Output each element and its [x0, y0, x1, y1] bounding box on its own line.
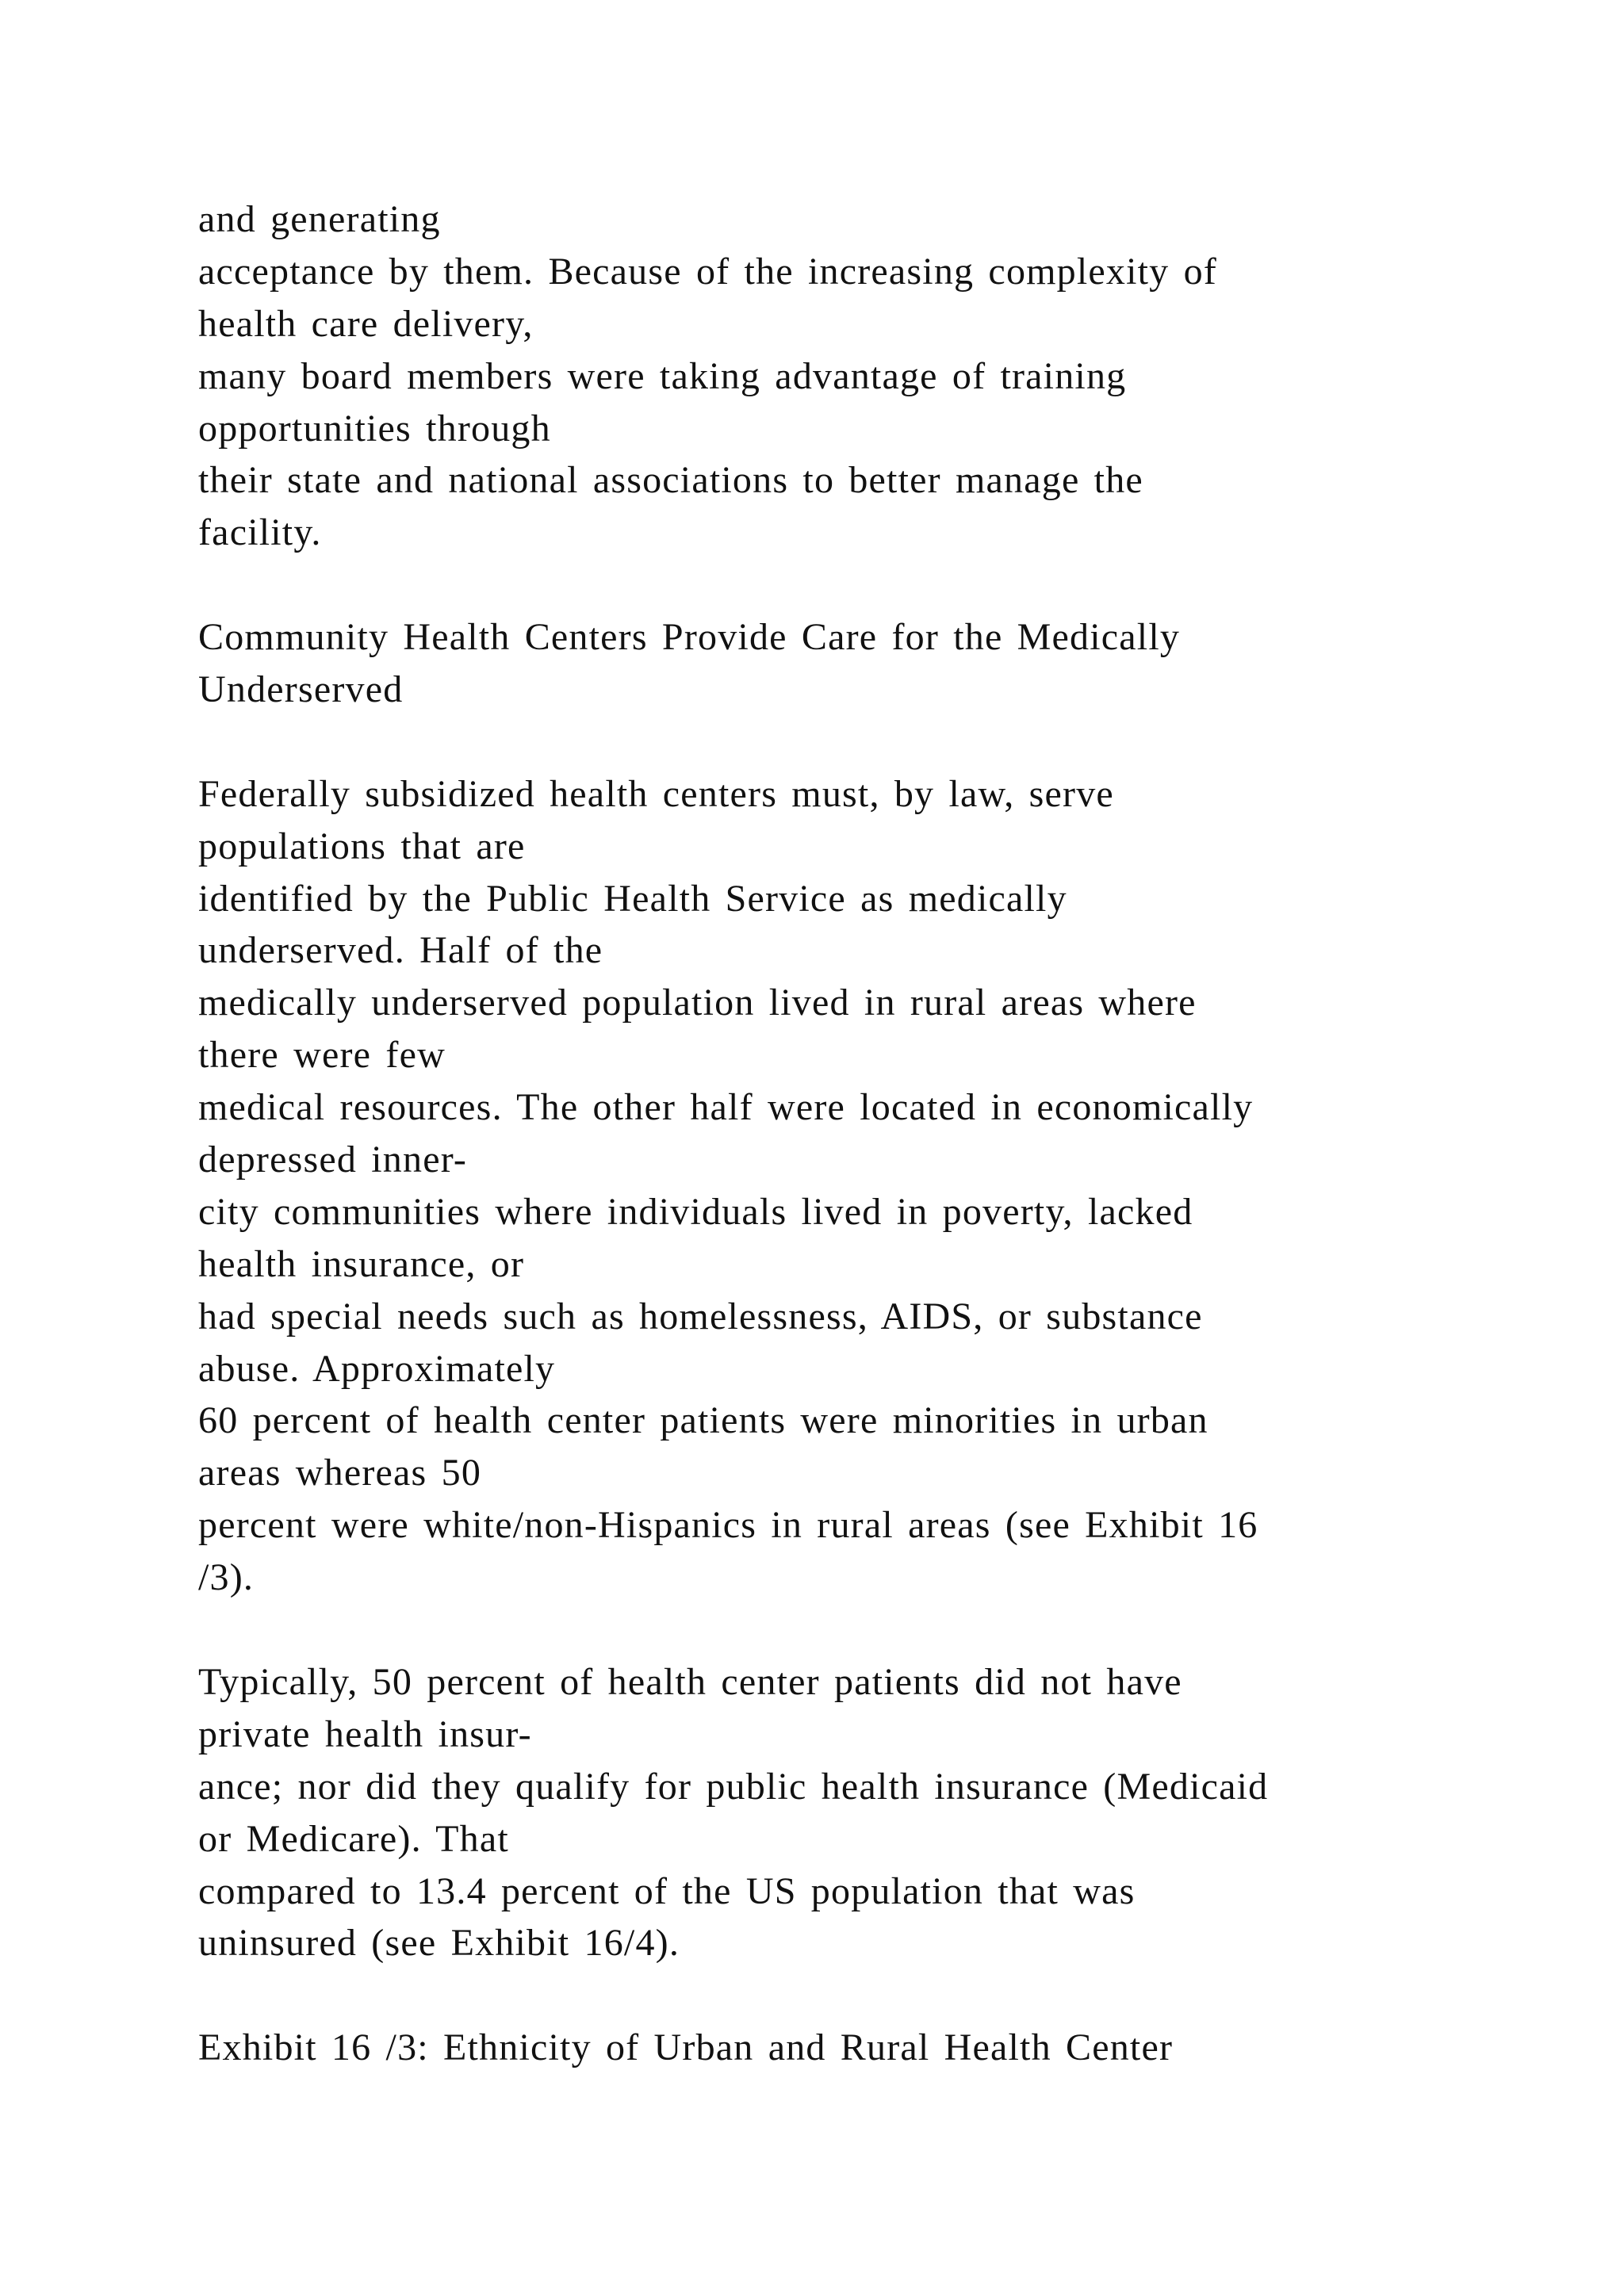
text-line: percent were white/non-Hispanics in rural areas (see Exhibit 16 — [198, 1504, 1258, 1547]
section-heading: Underserved — [198, 668, 404, 711]
text-line: opportunities through — [198, 407, 551, 450]
text-line: or Medicare). That — [198, 1817, 509, 1860]
text-line: ance; nor did they qualify for public health insurance (Medicaid — [198, 1765, 1269, 1808]
text-line: private health insur- — [198, 1712, 532, 1755]
text-line: and generating — [198, 198, 441, 240]
text-line: /3). — [198, 1556, 255, 1599]
text-line: medically underserved population lived in rural areas where — [198, 982, 1197, 1024]
text-line: depressed inner- — [198, 1138, 468, 1181]
exhibit-caption: Exhibit 16 /3: Ethnicity of Urban and Rural Health Center — [198, 2026, 1174, 2069]
text-line: underserved. Half of the — [198, 929, 603, 972]
text-line: compared to 13.4 percent of the US population that was — [198, 1869, 1136, 1912]
paragraph-gap — [198, 716, 1483, 768]
text-line: 60 percent of health center patients were minorities in urban — [198, 1399, 1208, 1442]
text-line: many board members were taking advantage of training — [198, 354, 1127, 397]
text-line: health insurance, or — [198, 1242, 525, 1285]
text-line: uninsured (see Exhibit 16/4). — [198, 1922, 680, 1965]
text-line: health care delivery, — [198, 302, 534, 345]
text-line: areas whereas 50 — [198, 1452, 482, 1494]
text-line: medical resources. The other half were located in economically — [198, 1086, 1254, 1129]
paragraph-gap — [198, 1604, 1483, 1656]
text-line: facility. — [198, 511, 322, 554]
text-line: Federally subsidized health centers must, by law, serve — [198, 772, 1114, 815]
document-body-text — [198, 193, 1483, 2074]
text-line: abuse. Approximately — [198, 1347, 556, 1390]
text-line: identified by the Public Health Service as medically — [198, 877, 1067, 920]
text-line: there were few — [198, 1034, 446, 1077]
text-line: Typically, 50 percent of health center patients did not have — [198, 1660, 1182, 1703]
text-line: populations that are — [198, 825, 526, 867]
text-line: city communities where individuals lived in poverty, lacked — [198, 1190, 1193, 1233]
text-line: acceptance by them. Because of the increasing complexity of — [198, 250, 1217, 293]
text-line: their state and national associations to better manage the — [198, 459, 1143, 502]
text-line: had special needs such as homelessness, AIDS, or substance — [198, 1295, 1203, 1337]
paragraph-gap — [198, 559, 1483, 611]
section-heading: Community Health Centers Provide Care for the Medically — [198, 616, 1181, 659]
paragraph-gap — [198, 1969, 1483, 2022]
